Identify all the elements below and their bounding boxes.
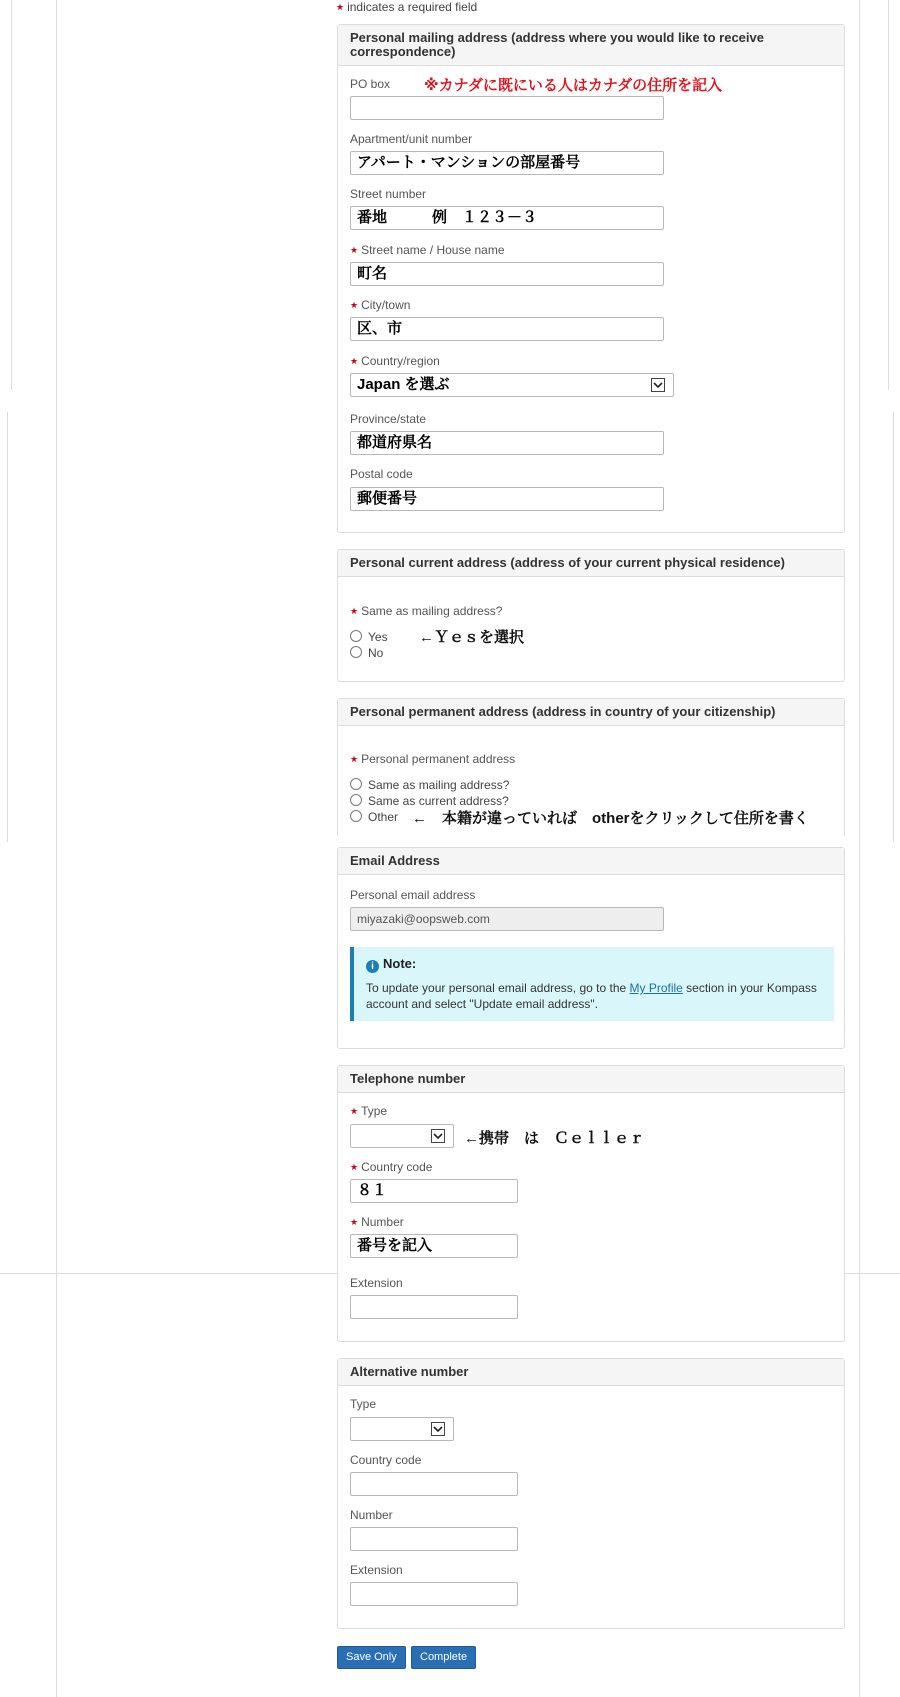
permanent-address-label: ★ Personal permanent address — [350, 752, 516, 766]
radio-other[interactable]: Other — [350, 810, 398, 824]
alternative-number-panel — [337, 1358, 845, 1629]
telephone-panel — [337, 1065, 845, 1342]
radio-button[interactable] — [350, 794, 362, 806]
apartment-input[interactable]: アパート・マンションの部屋番号 — [350, 151, 664, 175]
alt-number-input[interactable] — [350, 1527, 518, 1551]
asterisk-icon: ★ — [336, 2, 345, 12]
asterisk-icon: ★ — [350, 1162, 359, 1172]
po-box-input[interactable] — [350, 96, 664, 120]
alt-type-label: Type — [350, 1397, 377, 1411]
panel-title: Personal permanent address (address in country of your citizenship) — [338, 699, 844, 726]
asterisk-icon: ★ — [350, 606, 359, 616]
radio-button[interactable] — [350, 630, 362, 642]
email-label: Personal email address — [350, 888, 476, 902]
panel-title: Personal current address (address of your current physical residence) — [338, 550, 844, 577]
guide-line — [859, 0, 860, 1697]
alt-number-label: Number — [350, 1508, 393, 1522]
city-input[interactable]: 区、市 — [350, 317, 664, 341]
note-text: To update your personal email address, go to the My Profile section in your Kompass account and select "Update email address". — [366, 981, 817, 1011]
apartment-label: Apartment/unit number — [350, 132, 473, 146]
alt-country-code-label: Country code — [350, 1453, 422, 1467]
email-field[interactable]: miyazaki@oopsweb.com — [350, 907, 664, 931]
phone-number-input[interactable]: 番号を記入 — [350, 1234, 518, 1258]
radio-button[interactable] — [350, 778, 362, 790]
guide-line — [888, 0, 889, 390]
chevron-down-icon — [431, 1422, 445, 1436]
other-annotation: ← 本籍が違っていれば otherをクリックして住所を書く — [412, 810, 809, 827]
street-number-input[interactable]: 番地 例 １２３－３ — [350, 206, 664, 230]
guide-line — [56, 0, 57, 1697]
panel-title: Alternative number — [338, 1359, 844, 1386]
street-number-label: Street number — [350, 187, 427, 201]
mailing-address-panel — [337, 24, 845, 533]
alt-extension-input[interactable] — [350, 1582, 518, 1606]
city-label: ★ City/town — [350, 298, 411, 312]
extension-label: Extension — [350, 1276, 403, 1290]
phone-type-select[interactable] — [350, 1124, 454, 1148]
guide-line — [7, 412, 8, 842]
permanent-address-panel — [337, 698, 845, 837]
extension-input[interactable] — [350, 1295, 518, 1319]
phone-type-label: ★ Type — [350, 1104, 388, 1118]
radio-no[interactable]: No — [350, 646, 383, 660]
current-address-panel — [337, 549, 845, 682]
radio-button[interactable] — [350, 810, 362, 822]
email-note — [350, 947, 834, 1021]
alt-country-code-input[interactable] — [350, 1472, 518, 1496]
guide-line — [893, 412, 894, 842]
province-input[interactable]: 都道府県名 — [350, 431, 664, 455]
panel-title: Personal mailing address (address where you would like to receive correspondence) — [338, 25, 844, 66]
country-select[interactable] — [350, 373, 674, 397]
asterisk-icon: ★ — [350, 356, 359, 366]
panel-title: Telephone number — [338, 1066, 844, 1093]
asterisk-icon: ★ — [350, 1217, 359, 1227]
asterisk-icon: ★ — [350, 245, 359, 255]
phone-number-label: ★ Number — [350, 1215, 404, 1229]
country-selected-value: Japan を選ぶ — [357, 376, 450, 393]
email-panel — [337, 847, 845, 1049]
street-name-label: ★ Street name / House name — [350, 243, 505, 257]
asterisk-icon: ★ — [350, 1106, 359, 1116]
alt-extension-label: Extension — [350, 1563, 403, 1577]
yes-annotation: ←Ｙｅｓを選択 — [419, 629, 525, 646]
my-profile-link[interactable]: My Profile — [629, 981, 683, 995]
required-note: ★ indicates a required field — [336, 0, 478, 14]
country-code-input[interactable]: ８１ — [350, 1179, 518, 1203]
save-only-button[interactable]: Save Only — [337, 1646, 406, 1669]
alt-type-select[interactable] — [350, 1417, 454, 1441]
complete-button[interactable]: Complete — [411, 1646, 476, 1669]
info-icon: i — [366, 960, 379, 973]
postal-code-label: Postal code — [350, 467, 413, 481]
guide-line — [11, 0, 12, 390]
po-box-annotation: ※カナダに既にいる人はカナダの住所を記入 — [424, 77, 723, 94]
province-label: Province/state — [350, 412, 427, 426]
chevron-down-icon — [651, 378, 665, 392]
asterisk-icon: ★ — [350, 754, 359, 764]
chevron-down-icon — [431, 1129, 445, 1143]
radio-same-as-mailing[interactable]: Same as mailing address? — [350, 778, 509, 792]
note-title: i Note: — [366, 956, 822, 973]
radio-same-as-current[interactable]: Same as current address? — [350, 794, 509, 808]
phone-type-annotation: ←携帯 は Ｃｅｌｌｅｒ — [464, 1130, 645, 1147]
panel-title: Email Address — [338, 848, 844, 875]
asterisk-icon: ★ — [350, 300, 359, 310]
same-as-mailing-label: ★ Same as mailing address? — [350, 604, 503, 618]
postal-code-input[interactable]: 郵便番号 — [350, 487, 664, 511]
po-box-label: PO box — [350, 77, 391, 91]
radio-yes[interactable]: Yes — [350, 630, 388, 644]
country-label: ★ Country/region — [350, 354, 440, 368]
street-name-input[interactable]: 町名 — [350, 262, 664, 286]
country-code-label: ★ Country code — [350, 1160, 433, 1174]
radio-button[interactable] — [350, 646, 362, 658]
